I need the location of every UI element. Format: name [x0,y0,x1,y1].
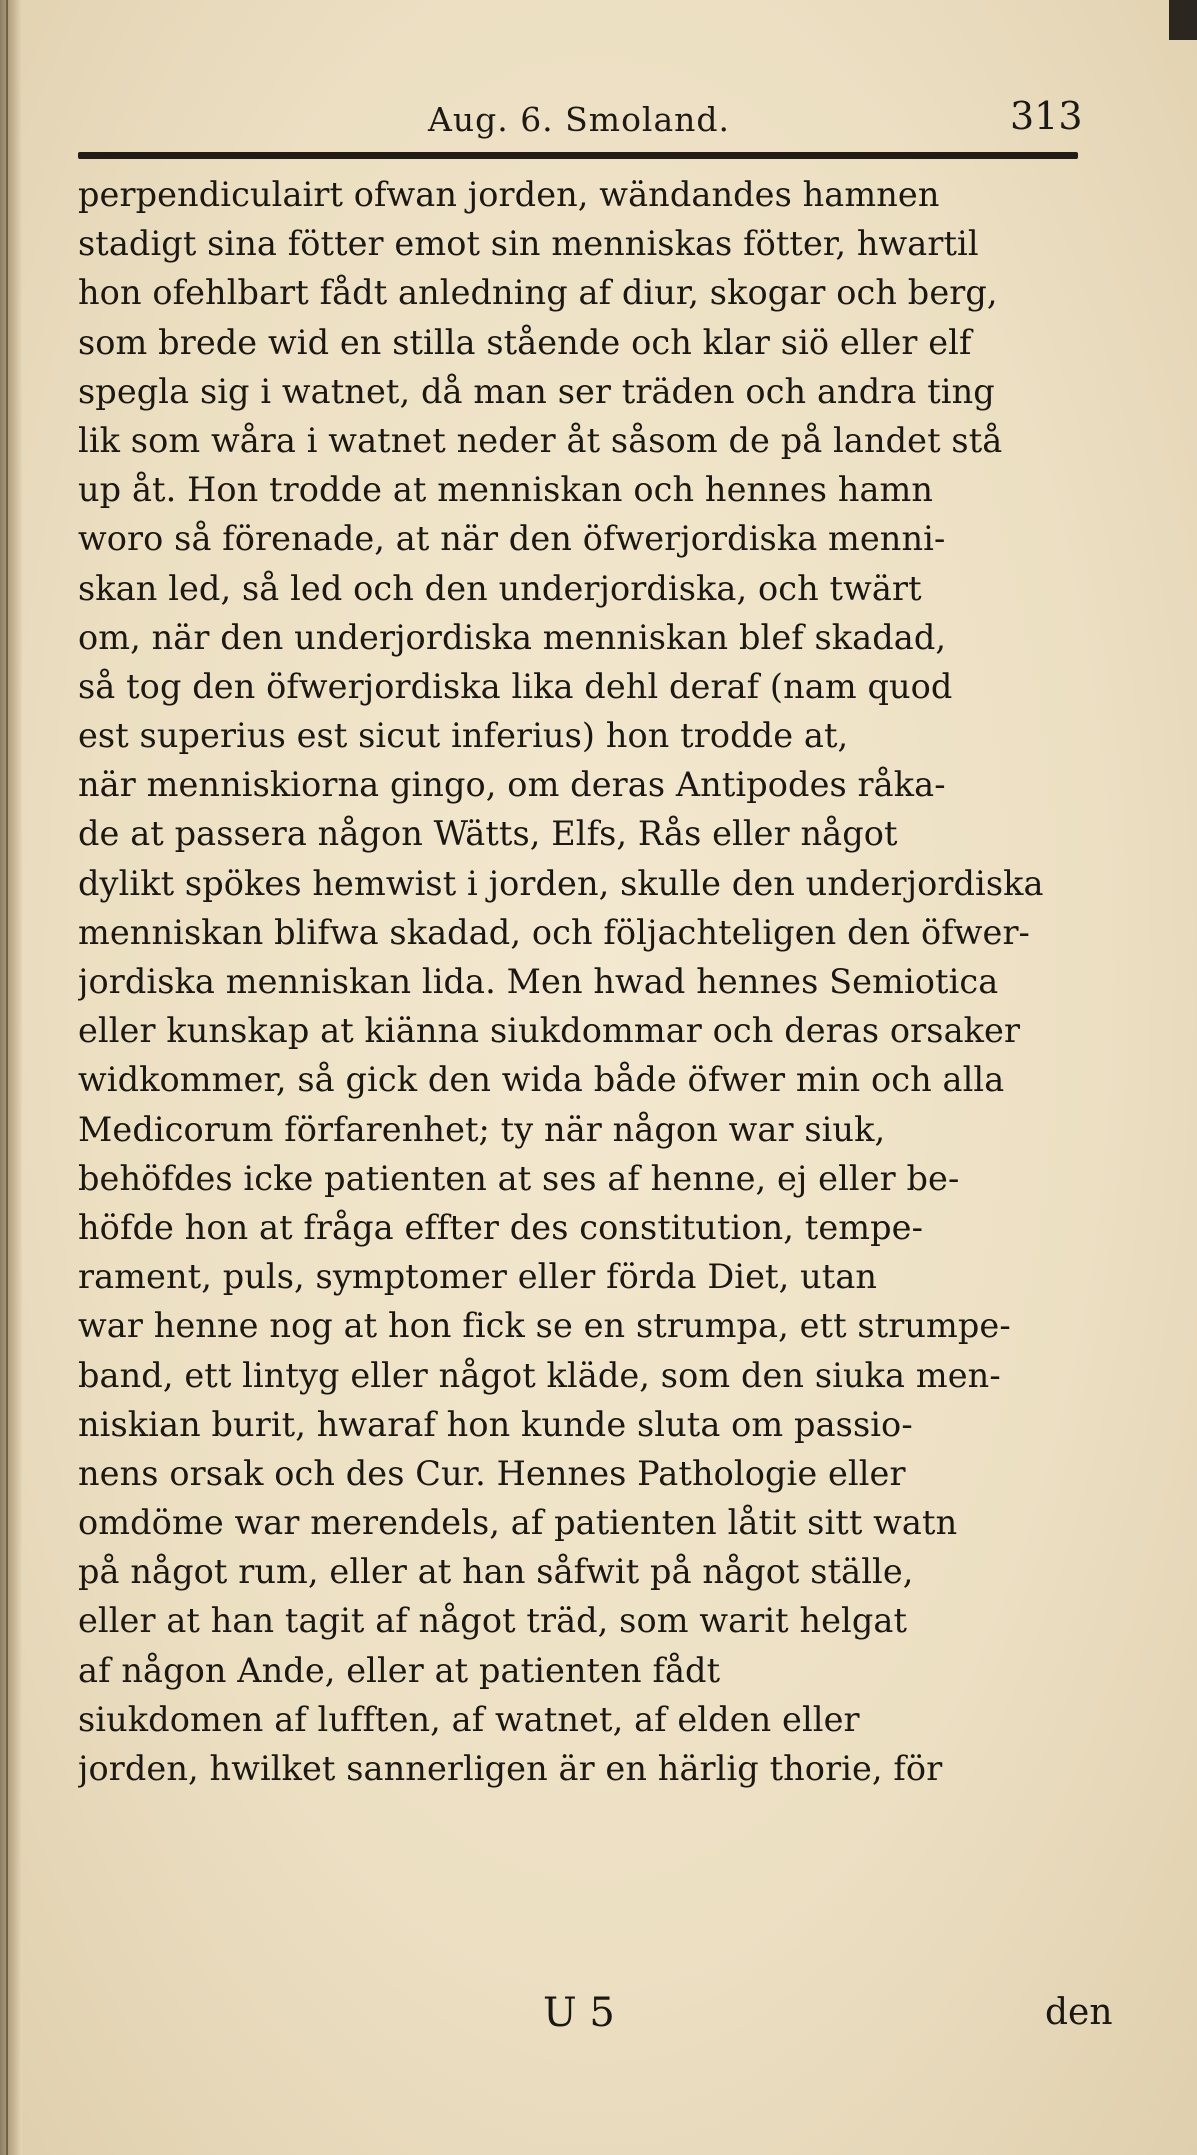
page-binding-edge [0,0,22,2155]
text-line: omdöme war merendels, af patienten låtit sitt watn [78,1503,958,1543]
catchword: den [1045,1992,1113,2033]
text-line: nens orsak och des Cur. Hennes Pathologie eller [78,1453,906,1493]
text-line: lik som wåra i watnet neder åt såsom de på landet stå [78,420,1003,460]
text-line: perpendiculairt ofwan jorden, wändandes hamnen [78,175,940,214]
text-line: widkommer, så gick den wida både öfwer min och alla [78,1060,1005,1100]
page-header [0,80,1197,140]
text-line: stadigt sina fötter emot sin menniskas fötter, hwartil [78,224,979,264]
text-line: eller at han tagit af något träd, som warit helgat [78,1601,908,1641]
text-line: band, ett lintyg eller något kläde, som den siuka men- [78,1355,1001,1395]
text-line: woro så förenade, at när den öfwerjordiska menni- [78,519,946,559]
text-line: niskian burit, hwaraf hon kunde sluta om passio- [78,1404,913,1444]
text-line: rament, puls, symptomer eller förda Diet, utan [78,1257,878,1297]
text-line: est superius est sicut inferius) hon trodde at, [78,716,849,756]
text-line: menniskan blifwa skadad, och följachteligen den öfwer- [78,912,1030,952]
text-line: på något rum, eller at han såfwit på något ställe, [78,1552,914,1592]
signature-mark: U 5 [543,1990,615,2036]
text-line: om, när den underjordiska menniskan blef skadad, [78,617,947,657]
text-line: war henne nog at hon fick se en strumpa, ett strumpe- [78,1306,1011,1346]
text-line: så tog den öfwerjordiska lika dehl deraf (nam quod [78,666,953,706]
header-rule [78,152,1078,159]
page-number: 313 [1010,94,1083,138]
text-line: siukdomen af lufften, af watnet, af elden eller [78,1699,860,1739]
binding-shadow-line [6,0,8,2155]
text-line: när menniskiorna gingo, om deras Antipodes råka- [78,765,946,805]
page-footer [0,1990,1197,2060]
text-line: up åt. Hon trodde at menniskan och hennes hamn [78,470,934,510]
text-line: hon ofehlbart fådt anledning af diur, skogar och berg, [78,273,998,313]
text-line: eller kunskap at kiänna siukdommar och deras orsaker [78,1011,1021,1051]
text-line: spegla sig i watnet, då man ser träden och andra ting [78,371,995,411]
text-line: skan led, så led och den underjordiska, och twärt [78,568,922,608]
text-line: jorden, hwilket sannerligen är en härlig thorie, för [78,1749,943,1788]
corner-shadow [1169,0,1197,40]
text-line: som brede wid en stilla stående och klar siö eller elf [78,322,972,362]
text-line: behöfdes icke patienten at ses af henne, ej eller be- [78,1158,960,1198]
body-text [78,170,1118,1793]
text-line: af någon Ande, eller at patienten fådt [78,1650,721,1690]
running-head: Aug. 6. Smoland. [428,100,731,139]
text-line: höfde hon at fråga effter des constitution, tempe- [78,1207,924,1247]
text-line: dylikt spökes hemwist i jorden, skulle den underjordiska [78,863,1044,903]
text-line: jordiska menniskan lida. Men hwad hennes Semiotica [78,962,999,1001]
text-line: Medicorum förfarenhet; ty när någon war siuk, [78,1109,886,1149]
text-line: de at passera någon Wätts, Elfs, Rås eller något [78,814,898,854]
